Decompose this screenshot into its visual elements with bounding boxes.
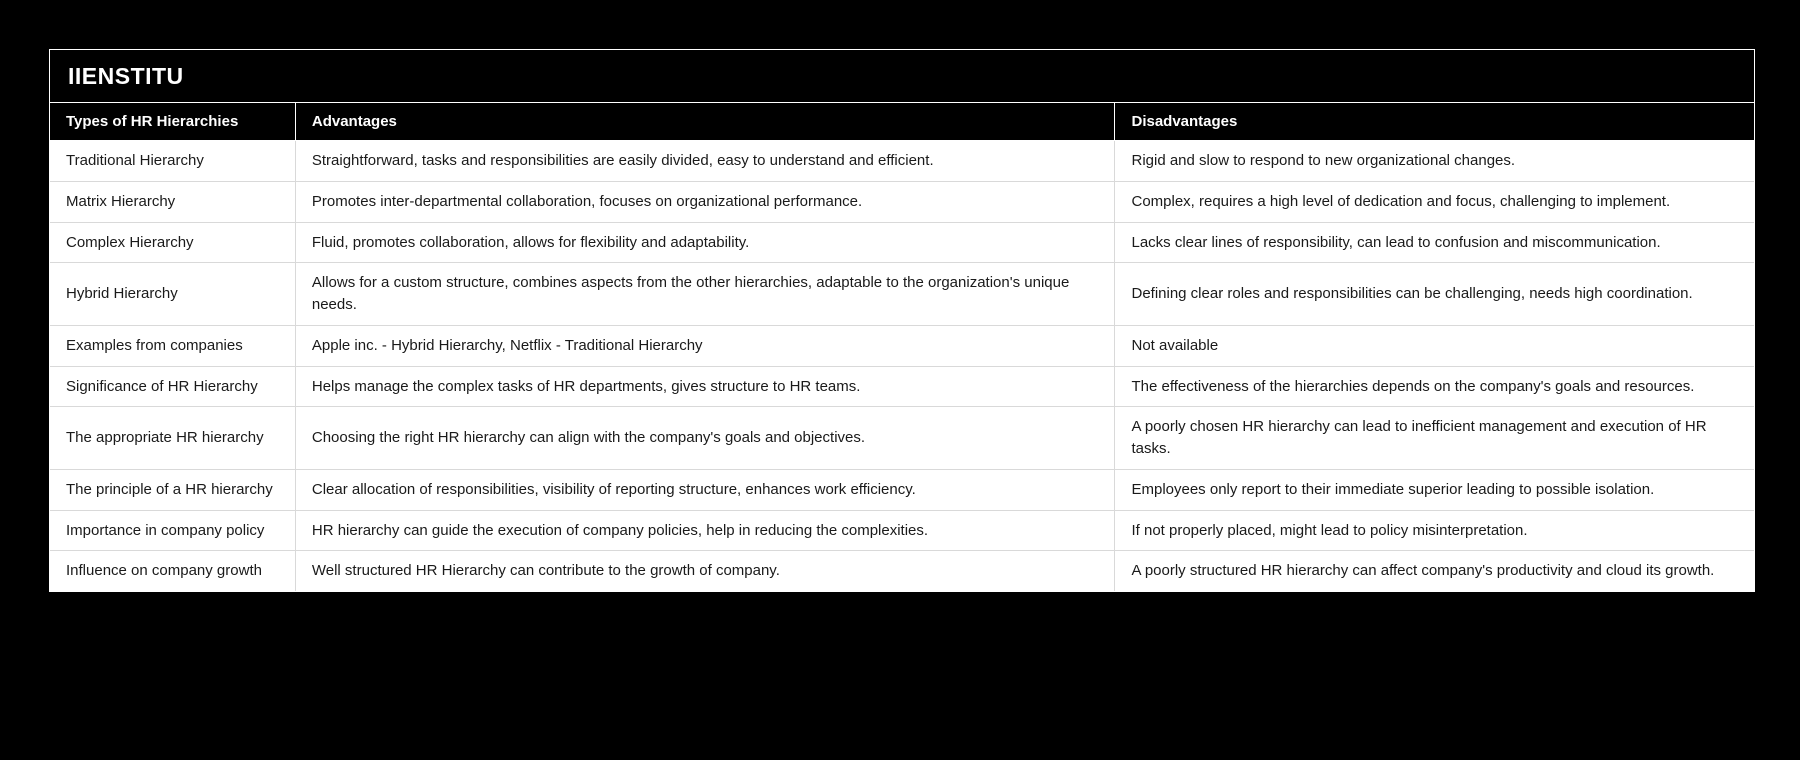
table-cell-disadvantages: Not available <box>1115 325 1754 366</box>
table-cell-advantages: Promotes inter-departmental collaboration, focuses on organizational performance. <box>295 181 1115 222</box>
table-row <box>50 407 1754 470</box>
table-cell-advantages: Allows for a custom structure, combines aspects from the other hierarchies, adaptable to the organization's unique needs. <box>295 263 1115 326</box>
table-cell-disadvantages: A poorly chosen HR hierarchy can lead to inefficient management and execution of HR tasks. <box>1115 407 1754 470</box>
table-header <box>50 103 1754 141</box>
table-row <box>50 263 1754 326</box>
table-cell-advantages: Clear allocation of responsibilities, visibility of reporting structure, enhances work efficiency. <box>295 469 1115 510</box>
table-row <box>50 469 1754 510</box>
table-cell-advantages: HR hierarchy can guide the execution of company policies, help in reducing the complexities. <box>295 510 1115 551</box>
table-cell-disadvantages: The effectiveness of the hierarchies depends on the company's goals and resources. <box>1115 366 1754 407</box>
table-cell-advantages: Straightforward, tasks and responsibilities are easily divided, easy to understand and efficient. <box>295 141 1115 182</box>
table-cell-type: Matrix Hierarchy <box>50 181 295 222</box>
table-cell-type: Importance in company policy <box>50 510 295 551</box>
table-cell-disadvantages: Lacks clear lines of responsibility, can lead to confusion and miscommunication. <box>1115 222 1754 263</box>
table-cell-type: Traditional Hierarchy <box>50 141 295 182</box>
table-cell-disadvantages: A poorly structured HR hierarchy can affect company's productivity and cloud its growth. <box>1115 551 1754 591</box>
column-header-types: Types of HR Hierarchies <box>50 103 295 141</box>
table-cell-disadvantages: Complex, requires a high level of dedication and focus, challenging to implement. <box>1115 181 1754 222</box>
table-cell-advantages: Helps manage the complex tasks of HR departments, gives structure to HR teams. <box>295 366 1115 407</box>
table-cell-type: Significance of HR Hierarchy <box>50 366 295 407</box>
table-cell-disadvantages: Employees only report to their immediate superior leading to possible isolation. <box>1115 469 1754 510</box>
table-body <box>50 141 1754 592</box>
brand-title: IIENSTITU <box>50 50 1754 103</box>
table-cell-advantages: Well structured HR Hierarchy can contribute to the growth of company. <box>295 551 1115 591</box>
table-row <box>50 222 1754 263</box>
table-cell-type: The appropriate HR hierarchy <box>50 407 295 470</box>
table-row <box>50 181 1754 222</box>
table-cell-advantages: Fluid, promotes collaboration, allows for flexibility and adaptability. <box>295 222 1115 263</box>
hr-hierarchies-table <box>50 103 1754 591</box>
table-cell-type: Influence on company growth <box>50 551 295 591</box>
column-header-advantages: Advantages <box>295 103 1115 141</box>
table-cell-disadvantages: If not properly placed, might lead to policy misinterpretation. <box>1115 510 1754 551</box>
table-cell-type: The principle of a HR hierarchy <box>50 469 295 510</box>
table-cell-disadvantages: Rigid and slow to respond to new organizational changes. <box>1115 141 1754 182</box>
table-row <box>50 366 1754 407</box>
table-cell-type: Hybrid Hierarchy <box>50 263 295 326</box>
table-row <box>50 510 1754 551</box>
table-cell-type: Complex Hierarchy <box>50 222 295 263</box>
table-cell-disadvantages: Defining clear roles and responsibilities can be challenging, needs high coordination. <box>1115 263 1754 326</box>
table-cell-type: Examples from companies <box>50 325 295 366</box>
header-row <box>50 103 1754 141</box>
table-cell-advantages: Apple inc. - Hybrid Hierarchy, Netflix - Traditional Hierarchy <box>295 325 1115 366</box>
table-row <box>50 551 1754 591</box>
hr-hierarchy-table-card <box>49 49 1755 592</box>
table-row <box>50 325 1754 366</box>
table-row <box>50 141 1754 182</box>
column-header-disadvantages: Disadvantages <box>1115 103 1754 141</box>
table-cell-advantages: Choosing the right HR hierarchy can align with the company's goals and objectives. <box>295 407 1115 470</box>
